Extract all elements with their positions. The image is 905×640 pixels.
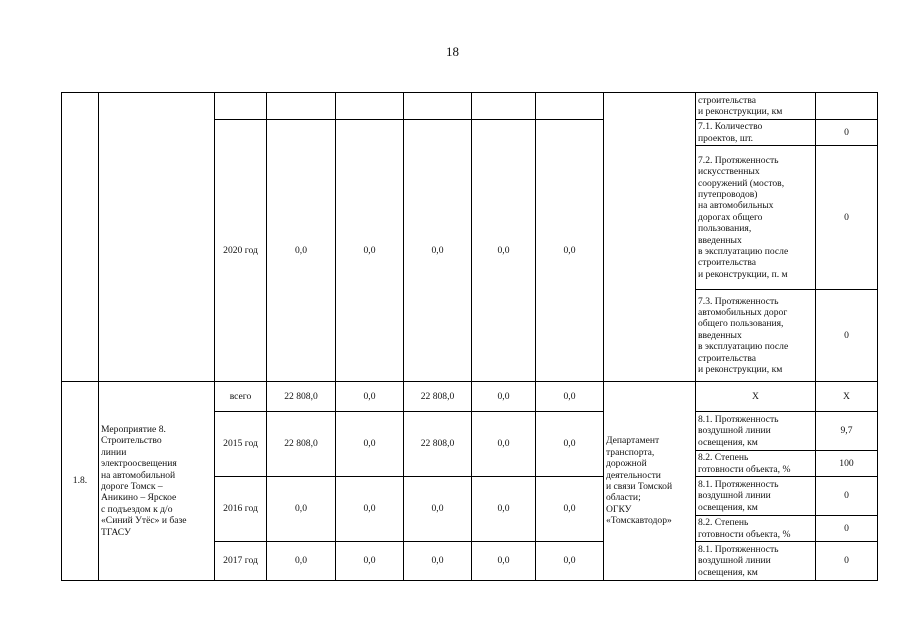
value-cell: 0,0	[472, 477, 536, 542]
value-cell: 0,0	[336, 542, 404, 581]
year-cell: 2017 год	[215, 542, 267, 581]
indicator-cell	[696, 146, 816, 290]
indicator-line: и реконструкции, км	[698, 106, 783, 117]
indicator-line: 8.1. Протяженность	[698, 543, 779, 555]
value-cell-empty	[404, 93, 472, 120]
executor-line: Департамент	[606, 435, 660, 447]
indicator-line: на автомобильных	[698, 200, 774, 212]
indicator-line: введенных	[698, 234, 742, 246]
table-row	[62, 382, 878, 412]
indicator-line: 8.2. Степень	[698, 452, 749, 464]
year-cell: всего	[215, 382, 267, 412]
indicator-line: дорогах общего	[698, 211, 763, 223]
value-cell: 0,0	[404, 477, 472, 542]
indicator-line: 8.2. Степень	[698, 517, 749, 529]
indicator-value: 0	[816, 120, 878, 146]
indicator-line: строительства	[698, 352, 757, 364]
indicator-cell	[696, 93, 816, 120]
indicator-cell	[696, 120, 816, 146]
indicator-line: 8.1. Протяженность	[698, 478, 779, 490]
value-cell-empty	[336, 93, 404, 120]
indicator-cell	[696, 412, 816, 451]
title-line: Аникино – Ярское	[101, 492, 177, 504]
indicator-line: 7.1. Количество	[698, 121, 763, 133]
indicator-line: 7.3. Протяженность	[698, 295, 779, 307]
item-number: 1.8.	[62, 382, 99, 581]
indicator-line: искусственных	[698, 166, 760, 178]
value-cell: 0,0	[472, 542, 536, 581]
indicator-line: 8.1. Протяженность	[698, 413, 779, 425]
value-cell: 0,0	[267, 542, 336, 581]
indicator-value: 0	[816, 542, 878, 581]
indicator-cell	[696, 451, 816, 477]
indicator-value-empty	[816, 93, 878, 120]
indicator-value: 0	[816, 477, 878, 516]
executor-line: «Томскавтодор»	[606, 515, 672, 527]
indicator-line: в эксплуатацию после	[698, 341, 789, 353]
value-cell: 22 808,0	[267, 412, 336, 477]
value-cell: 0,0	[472, 412, 536, 477]
indicator-line: общего пользования,	[698, 318, 784, 330]
year-cell: 2015 год	[215, 412, 267, 477]
indicator-value: 0	[816, 146, 878, 290]
executor-line: дорожной	[606, 458, 647, 470]
table-row	[62, 93, 878, 120]
value-cell-empty	[536, 93, 604, 120]
title-line: Мероприятие 8.	[101, 423, 166, 435]
indicator-line: в эксплуатацию после	[698, 246, 789, 258]
indicator-cell	[696, 542, 816, 581]
value-cell: 0,0	[336, 412, 404, 477]
value-cell: 0,0	[336, 477, 404, 542]
value-cell: 0,0	[472, 382, 536, 412]
executor-cell-empty	[604, 93, 696, 382]
value-cell-empty	[267, 93, 336, 120]
executor-line: и связи Томской	[606, 481, 673, 492]
value-cell: 0,0	[536, 120, 604, 382]
indicator-line: воздушной линии	[698, 555, 771, 567]
indicator-line: воздушной линии	[698, 425, 771, 437]
value-cell: 0,0	[336, 120, 404, 382]
executor-line: области;	[606, 492, 641, 504]
title-line: с подъездом к д/о	[101, 503, 173, 515]
indicator-value: Х	[816, 382, 878, 412]
indicator-line: воздушной линии	[698, 490, 771, 502]
value-cell: 0,0	[336, 382, 404, 412]
indicator-cell	[696, 290, 816, 382]
value-cell: 0,0	[536, 412, 604, 477]
program-table	[61, 92, 878, 581]
indicator-line: освещения, км	[698, 436, 758, 448]
indicator-line: освещения, км	[698, 501, 758, 513]
indicator-line: и реконструкции, п. м	[698, 268, 788, 280]
executor-line: ОГКУ	[606, 503, 632, 515]
item-title	[99, 382, 215, 581]
value-cell: 0,0	[536, 477, 604, 542]
indicator-cell	[696, 516, 816, 542]
title-line: электроосвещения	[101, 458, 177, 470]
value-cell: 0,0	[472, 120, 536, 382]
title-line: на автомобильной	[101, 469, 176, 481]
indicator-line: строительства	[698, 94, 757, 106]
value-cell: 0,0	[404, 542, 472, 581]
year-cell: 2020 год	[215, 120, 267, 382]
indicator-line: проектов, шт.	[698, 132, 754, 144]
title-line: линии	[101, 446, 127, 458]
indicator-line: автомобильных дорог	[698, 306, 788, 318]
title-cell-empty	[99, 93, 215, 382]
indicator-line: строительства	[698, 257, 757, 269]
indicator-value: 0	[816, 516, 878, 542]
value-cell: 0,0	[536, 382, 604, 412]
indicator-value: 9,7	[816, 412, 878, 451]
indicator-value: 100	[816, 451, 878, 477]
title-line: Строительство	[101, 435, 162, 447]
number-cell-empty	[62, 93, 99, 382]
indicator-line: освещения, км	[698, 566, 758, 578]
executor-cell	[604, 382, 696, 581]
indicator-cell: Х	[696, 382, 816, 412]
value-cell: 22 808,0	[404, 412, 472, 477]
year-cell: 2016 год	[215, 477, 267, 542]
value-cell: 0,0	[267, 120, 336, 382]
value-cell: 22 808,0	[404, 382, 472, 412]
title-line: ТГАСУ	[101, 526, 131, 538]
indicator-line: готовности объекта, %	[698, 528, 791, 540]
value-cell: 0,0	[267, 477, 336, 542]
value-cell: 22 808,0	[267, 382, 336, 412]
indicator-value: 0	[816, 290, 878, 382]
indicator-line: сооружений (мостов,	[698, 177, 785, 189]
indicator-cell	[696, 477, 816, 516]
indicator-line: пользования,	[698, 223, 752, 235]
indicator-line: путепроводов)	[698, 188, 758, 200]
executor-line: деятельности	[606, 469, 661, 481]
indicator-line: готовности объекта, %	[698, 463, 791, 475]
page-number: 18	[446, 44, 459, 59]
indicator-line: введенных	[698, 329, 742, 341]
value-cell: 0,0	[404, 120, 472, 382]
indicator-line: и реконструкции, км	[698, 364, 783, 376]
value-cell-empty	[472, 93, 536, 120]
year-cell-empty	[215, 93, 267, 120]
value-cell: 0,0	[536, 542, 604, 581]
title-line: «Синий Утёс» и базе	[101, 515, 187, 527]
executor-line: транспорта,	[606, 446, 655, 458]
indicator-line: 7.2. Протяженность	[698, 154, 779, 166]
title-line: дороге Томск –	[101, 481, 163, 492]
